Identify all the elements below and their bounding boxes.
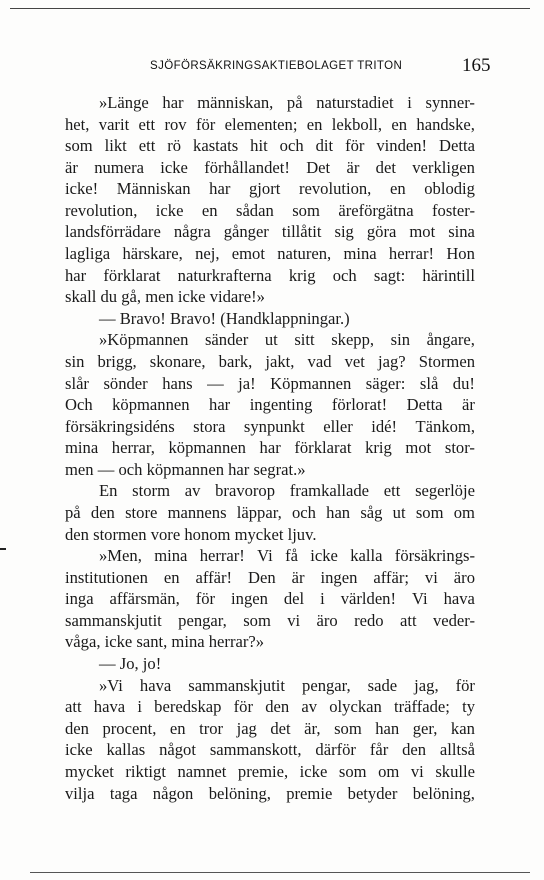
text-line — [65, 265, 475, 287]
word: och — [332, 265, 357, 285]
word: läppar, — [236, 502, 282, 522]
word: »Länge — [99, 93, 149, 112]
word: slå — [419, 373, 439, 393]
word: tillåtit — [281, 222, 322, 242]
word: premie, — [237, 761, 289, 781]
text-line — [65, 394, 475, 416]
word: Stormen — [418, 351, 475, 371]
word: handske, — [416, 114, 475, 134]
word: Detta — [406, 395, 443, 415]
word: elementen; — [224, 114, 298, 134]
word: är, — [304, 718, 321, 738]
margin-mark — [0, 548, 6, 550]
word: institutionen — [65, 567, 148, 587]
word: emot — [231, 244, 265, 264]
word: jakt, — [265, 351, 295, 371]
text-line — [65, 739, 475, 761]
word: lekboll, — [331, 114, 383, 134]
word: brigg, — [97, 351, 137, 371]
word: förklarat — [103, 265, 161, 285]
word: vi — [410, 761, 424, 781]
word: Köpmannen — [270, 373, 352, 393]
text-line — [65, 351, 475, 373]
word: köpmannen — [168, 438, 246, 458]
word: mina — [343, 244, 377, 264]
word: naturstadiet — [316, 93, 394, 112]
word: vet — [344, 351, 365, 371]
word: sönder — [103, 373, 148, 393]
word: revolution, — [298, 179, 372, 199]
word: på — [65, 502, 81, 522]
word: belöning, — [412, 783, 475, 803]
word: betyder — [347, 783, 398, 803]
word: bravorop — [215, 481, 276, 501]
word: något — [159, 740, 196, 760]
word: icke — [160, 157, 188, 177]
text-line — [65, 588, 475, 610]
text-line — [65, 200, 475, 222]
word: förklarat — [294, 438, 352, 458]
text-line — [65, 243, 475, 265]
word: namnet — [177, 761, 227, 781]
word: hava — [139, 675, 172, 695]
word: procent, — [102, 718, 157, 738]
text-line — [65, 114, 475, 136]
word: har — [162, 93, 184, 112]
word: ett — [138, 136, 156, 156]
word: Vi — [411, 589, 428, 609]
word: ger, — [412, 718, 438, 738]
word: rov — [164, 114, 187, 134]
line-text: — Jo, jo! — [99, 654, 162, 674]
text-line — [65, 221, 475, 243]
text-line — [65, 157, 475, 179]
word: är — [346, 157, 360, 177]
word: försäkringsidéns — [65, 416, 175, 436]
word: kastats — [193, 136, 239, 156]
word: jag — [236, 718, 257, 738]
word: varit — [98, 114, 130, 134]
line-text: — Bravo! Bravo! (Handklappningar.) — [99, 308, 350, 328]
word: det — [375, 157, 396, 177]
word: »Men, — [99, 546, 142, 566]
word: Hon — [446, 244, 475, 264]
word: herrar! — [388, 244, 435, 264]
word: naturen, — [277, 244, 332, 264]
word: vinden! — [376, 136, 428, 156]
word: gånger — [223, 222, 269, 242]
word: sin — [65, 351, 85, 371]
word: storm — [132, 481, 170, 501]
word: hans — [162, 373, 193, 393]
word: landsförrädare — [65, 222, 161, 242]
word: för — [195, 589, 216, 609]
text-line — [65, 286, 475, 308]
text-line — [65, 135, 475, 157]
word: gjort — [249, 179, 281, 199]
word: nej, — [195, 244, 220, 264]
word: »Köpmannen — [99, 330, 189, 350]
word: sina — [448, 222, 475, 242]
word: skonare, — [149, 351, 206, 371]
word: sin — [390, 330, 410, 350]
word: vi — [424, 567, 438, 587]
word: den — [90, 502, 115, 522]
text-line — [65, 696, 475, 718]
word: träffade; — [393, 697, 450, 717]
word: såg — [360, 502, 383, 522]
word: sådan — [235, 200, 274, 220]
word: att — [65, 697, 82, 717]
word: den — [265, 697, 290, 717]
word: äro — [453, 567, 475, 587]
word: kan — [450, 718, 475, 738]
word: tror — [199, 718, 224, 738]
word: sammanskjutit — [65, 610, 162, 630]
word: hava — [93, 697, 126, 717]
word: herrar, — [111, 438, 155, 458]
word: får — [369, 740, 389, 760]
word: — — [207, 373, 224, 393]
word: synner- — [425, 93, 475, 112]
word: En — [99, 481, 118, 501]
word: som — [243, 610, 271, 630]
word: i — [320, 589, 325, 609]
word: mannens — [167, 502, 227, 522]
word: jag? — [378, 351, 406, 371]
word: någon — [152, 783, 194, 803]
word: herrar! — [199, 546, 245, 566]
word: om — [378, 761, 400, 781]
word: göra — [366, 222, 397, 242]
word: inga — [65, 589, 94, 609]
word: Människan — [116, 179, 191, 199]
word: alltså — [439, 740, 475, 760]
word: riktigt — [125, 761, 166, 781]
word: att — [399, 610, 417, 630]
word: för — [195, 114, 216, 134]
word: ut — [392, 502, 406, 522]
word: icke — [299, 761, 328, 781]
word: mycket — [65, 761, 114, 781]
word: stor- — [444, 438, 475, 458]
word: och — [279, 136, 304, 156]
text-line — [65, 718, 475, 740]
text-line — [65, 524, 475, 546]
word: av — [184, 481, 201, 501]
word: ett — [138, 114, 156, 134]
word: synpunkt — [243, 416, 305, 436]
word: vad — [307, 351, 332, 371]
word: den — [65, 718, 89, 738]
word: mina — [154, 546, 188, 566]
word: icke — [155, 200, 184, 220]
line-text: den stormen vore honom mycket ljuv. — [65, 524, 317, 544]
word: skulle — [435, 761, 475, 781]
word: det — [270, 718, 291, 738]
text-line — [65, 329, 475, 351]
word: veder- — [432, 610, 475, 630]
word: har — [259, 438, 281, 458]
word: en — [169, 718, 186, 738]
word: icke! — [65, 179, 99, 199]
word: i — [137, 697, 142, 717]
word: förlorat! — [331, 395, 388, 415]
word: olyckan — [329, 697, 382, 717]
text-line — [65, 437, 475, 459]
word: icke — [65, 740, 93, 760]
word: verkligen — [412, 157, 475, 177]
word: affär; — [373, 567, 409, 587]
word: är — [65, 157, 78, 177]
word: är — [291, 567, 305, 587]
word: icke — [310, 546, 338, 566]
word: rö — [167, 136, 182, 156]
word: sade — [367, 675, 398, 695]
word: därför — [315, 740, 356, 760]
word: sammanskjutit — [188, 675, 286, 695]
word: het, — [65, 114, 90, 134]
word: Den — [248, 567, 276, 587]
word: Det — [306, 157, 331, 177]
word: har — [65, 265, 87, 285]
word: som — [334, 718, 362, 738]
word: redo — [354, 610, 384, 630]
top-edge-rule — [10, 8, 530, 9]
word: sitt — [294, 330, 315, 350]
page-number: 165 — [462, 55, 491, 76]
word: foster- — [432, 200, 475, 220]
word: en — [201, 200, 218, 220]
word: hit — [250, 136, 268, 156]
word: för — [233, 697, 253, 717]
text-line — [65, 480, 475, 502]
word: för — [455, 675, 475, 695]
word: förhållandet! — [204, 157, 290, 177]
word: är — [462, 395, 475, 415]
word: bark, — [218, 351, 253, 371]
word: sagt: — [373, 265, 406, 285]
text-line — [65, 631, 475, 653]
word: försäkrings- — [394, 546, 475, 566]
line-text: våga, icke sant, mina herrar?» — [65, 632, 265, 652]
word: några — [173, 222, 211, 242]
word: premie — [286, 783, 333, 803]
line-text: skall du gå, men icke vidare!» — [65, 287, 265, 307]
word: belöning, — [208, 783, 271, 803]
text-line — [65, 502, 475, 524]
word: eller — [323, 416, 353, 436]
word: sig — [334, 222, 354, 242]
word: en — [389, 179, 406, 199]
word: revolution, — [65, 200, 138, 220]
text-line — [65, 610, 475, 632]
word: slår — [65, 373, 89, 393]
word: som — [292, 200, 320, 220]
word: äro — [316, 610, 338, 630]
text-line — [65, 92, 475, 114]
word: pengar, — [178, 610, 227, 630]
word: framkallade — [289, 481, 369, 501]
word: i — [407, 93, 412, 112]
word: en — [306, 114, 323, 134]
word: för — [345, 136, 365, 156]
bottom-edge-rule — [30, 872, 530, 873]
word: sammanskott, — [209, 740, 302, 760]
word: skepp, — [331, 330, 375, 350]
word: säger: — [365, 373, 406, 393]
word: ut — [264, 330, 278, 350]
word: Och — [65, 395, 93, 415]
text-line — [65, 761, 475, 783]
word: härintill — [422, 265, 475, 285]
word: ja! — [238, 373, 256, 393]
word: kallas — [106, 740, 146, 760]
word: likt — [104, 136, 127, 156]
running-head: SJÖFÖRSÄKRINGSAKTIEBOLAGET TRITON — [150, 60, 403, 72]
word: ingen — [231, 589, 268, 609]
word: hava — [443, 589, 475, 609]
word: krig — [288, 265, 316, 285]
word: numera — [94, 157, 144, 177]
word: som — [415, 502, 444, 522]
word: den — [402, 740, 427, 760]
word: du! — [452, 373, 475, 393]
word: del — [283, 589, 305, 609]
word: jag, — [414, 675, 439, 695]
word: mot — [409, 222, 436, 242]
word: ett — [383, 481, 401, 501]
word: sänder — [204, 330, 249, 350]
word: oblodig — [424, 179, 475, 199]
word: äreförgätna — [338, 200, 414, 220]
text-line — [65, 373, 475, 395]
word: han — [375, 718, 400, 738]
word: beredskap — [154, 697, 222, 717]
word: ty — [462, 697, 475, 717]
word: härskare, — [122, 244, 183, 264]
word: mina — [65, 438, 99, 458]
word: en — [391, 114, 408, 134]
word: Detta — [439, 136, 475, 156]
word: få — [285, 546, 298, 566]
word: krig — [365, 438, 392, 458]
word: vilja — [65, 783, 95, 803]
text-line — [65, 567, 475, 589]
word: som — [338, 761, 367, 781]
word: ångare, — [426, 330, 475, 350]
word: vi — [287, 610, 301, 630]
line-text: men — och köpmannen har segrat.» — [65, 459, 306, 479]
word: Tänkom, — [415, 416, 475, 436]
text-line — [65, 545, 475, 567]
word: av — [301, 697, 318, 717]
word: naturkrafterna — [177, 265, 272, 285]
word: kalla — [350, 546, 383, 566]
word: affärsmän, — [109, 589, 180, 609]
text-line — [65, 653, 475, 675]
word: som — [65, 136, 93, 156]
word: har — [209, 395, 231, 415]
word: och — [291, 502, 316, 522]
word: stora — [193, 416, 226, 436]
word: har — [209, 179, 231, 199]
word: han — [326, 502, 351, 522]
word: människan, — [197, 93, 274, 112]
word: idé! — [371, 416, 398, 436]
text-line — [65, 783, 475, 805]
word: på — [286, 93, 303, 112]
word: världen! — [340, 589, 397, 609]
word: »Vi — [99, 675, 123, 695]
word: dit — [315, 136, 334, 156]
word: store — [125, 502, 158, 522]
word: en — [163, 567, 180, 587]
word: ingenting — [249, 395, 313, 415]
word: mot — [405, 438, 432, 458]
word: taga — [109, 783, 138, 803]
text-line — [65, 416, 475, 438]
text-line — [65, 178, 475, 200]
word: om — [453, 502, 475, 522]
word: ingen — [320, 567, 358, 587]
word: lagliga — [65, 244, 111, 264]
text-line — [65, 675, 475, 697]
word: pengar, — [302, 675, 351, 695]
text-line — [65, 308, 475, 330]
word: Vi — [257, 546, 273, 566]
word: köpmannen — [112, 395, 190, 415]
text-line — [65, 459, 475, 481]
body-text — [65, 92, 475, 804]
word: segerlöje — [415, 481, 475, 501]
word: affär! — [195, 567, 233, 587]
